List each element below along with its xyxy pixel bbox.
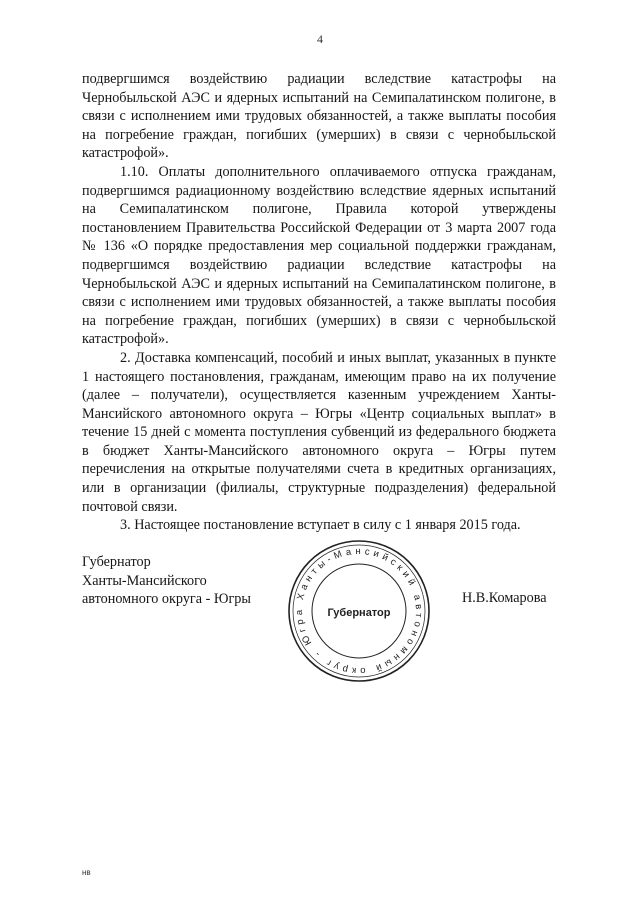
paragraph-1-10: 1.10. Оплаты дополнительного оплачиваемого отпуска гражданам, подвергшимся радиационному воздействию вследствие ядерных испытаний на Семипалатинском полигоне, Правила которой утверждены постановлением Правительства Российской Федерации от 3 марта 2007 года № 136 «О порядке предоставления мер социальной поддержки гражданам, подвергшимся воздействию радиации вследствие катастрофы на Чернобыльской АЭС и ядерных испытаний на Семипалатинском полигоне, в связи с исполнением ими трудовых обязанностей, а также выплаты пособия на погребение граждан, погибших (умерших) в связи с чернобыльской катастрофой». — [82, 163, 556, 348]
signatory-title-line-1: Губернатор — [82, 554, 151, 570]
official-seal — [286, 538, 432, 684]
page-number: 4 — [317, 32, 323, 46]
paragraph-2: 2. Доставка компенсаций, пособий и иных выплат, указанных в пункте 1 настоящего постановления, гражданам, имеющим право на их получение (далее – получатели), осуществляется казенным учреждением Ханты-Мансийского автономного округа – Югры «Центр социальных выплат» в течение 15 дней с момента поступления субвенций из федерального бюджета в бюджет Ханты-Мансийского автономного округа – Югры путем перечисления на открытые получателями счета в кредитных организациях, или в организации (филиалы, структурные подразделения) федеральной почтовой связи. — [82, 349, 556, 515]
signatory-title — [82, 553, 251, 609]
paragraph-continuation: подвергшимся воздействию радиации вследствие катастрофы на Чернобыльской АЭС и ядерных испытаний на Семипалатинском полигоне, в связи с исполнением ими трудовых обязанностей, а также выплаты пособия на погребение граждан, погибших (умерших) в связи с чернобыльской катастрофой». — [82, 71, 556, 162]
document-body — [82, 70, 556, 535]
paragraph-3: 3. Настоящее постановление вступает в силу с 1 января 2015 года. — [120, 517, 521, 534]
signatory-title-line-3: автономного округа - Югры — [82, 591, 251, 608]
seal-center-text: Губернатор — [327, 607, 391, 619]
seal-ring-text: Ханты-Мансийский автономный округ - Югра — [293, 545, 425, 677]
signatory-title-line-2: Ханты-Мансийского — [82, 572, 207, 589]
signatory-name: Н.В.Комарова — [462, 590, 547, 606]
footer-mark: нв — [82, 868, 91, 877]
